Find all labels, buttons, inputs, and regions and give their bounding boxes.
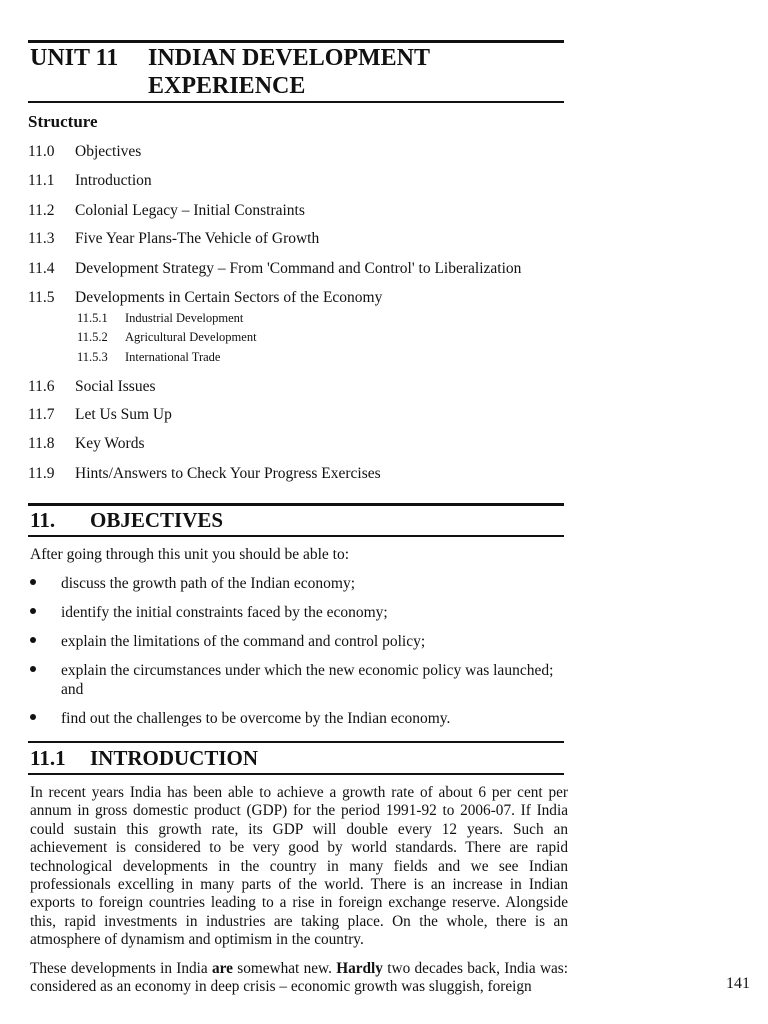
bullet-icon xyxy=(30,579,36,585)
paragraph-text: These developments in India xyxy=(30,960,213,977)
bullet-icon xyxy=(30,608,36,614)
list-item-text: explain the limitations of the command and control policy; xyxy=(61,633,426,650)
toc-subitem-number: 11.5.1 xyxy=(77,311,108,325)
list-item-text: find out the challenges to be overcome by the Indian economy. xyxy=(61,710,451,727)
paragraph-text: two decades back, India was: considered as an economy in deep crisis – economic growth was sluggish, foreign xyxy=(30,960,568,996)
toc-item-title: Let Us Sum Up xyxy=(75,406,172,423)
toc-item-number: 11.2 xyxy=(28,202,55,219)
introduction-paragraph-2 xyxy=(30,960,568,997)
toc-subitem-number: 11.5.2 xyxy=(77,330,108,344)
structure-label: Structure xyxy=(28,112,98,131)
toc-item-number: 11.8 xyxy=(28,435,55,452)
objectives-bottom-rule xyxy=(28,535,564,537)
page-number: 141 xyxy=(726,975,750,992)
introduction-top-rule xyxy=(28,741,564,743)
top-rule xyxy=(28,40,564,43)
toc-item-number: 11.7 xyxy=(28,406,55,423)
objectives-title: OBJECTIVES xyxy=(90,508,224,532)
toc-item-number: 11.9 xyxy=(28,465,55,482)
objectives-intro: After going through this unit you should be able to: xyxy=(30,546,350,563)
introduction-bottom-rule xyxy=(28,773,564,775)
toc-item-title: Development Strategy – From 'Command and Control' to Liberalization xyxy=(75,260,522,277)
introduction-section-number: 11.1 xyxy=(30,746,66,770)
toc-item-number: 11.3 xyxy=(28,230,55,247)
bullet-icon xyxy=(30,666,36,672)
objectives-section-number: 11. xyxy=(30,508,56,532)
toc-item-title: Developments in Certain Sectors of the Economy xyxy=(75,289,383,306)
bullet-icon xyxy=(30,637,36,643)
toc-item-number: 11.5 xyxy=(28,289,55,306)
toc-item-title: Introduction xyxy=(75,172,152,189)
toc-subitem-title: International Trade xyxy=(125,350,221,364)
list-item-text: identify the initial constraints faced by the economy; xyxy=(61,604,388,621)
toc-item-number: 11.0 xyxy=(28,143,55,160)
unit-title: INDIAN DEVELOPMENT EXPERIENCE xyxy=(148,45,430,99)
toc-item-title: Key Words xyxy=(75,435,145,452)
unit-heading-rule xyxy=(28,101,564,103)
toc-item-title: Colonial Legacy – Initial Constraints xyxy=(75,202,305,219)
toc-item-title: Hints/Answers to Check Your Progress Exercises xyxy=(75,465,381,482)
toc-item-number: 11.1 xyxy=(28,172,55,189)
toc-item-title: Social Issues xyxy=(75,378,156,395)
introduction-title: INTRODUCTION xyxy=(90,746,259,770)
bold-text: are xyxy=(212,960,233,977)
toc-item-title: Five Year Plans-The Vehicle of Growth xyxy=(75,230,320,247)
toc-subitem-title: Industrial Development xyxy=(125,311,244,325)
toc-subitem-title: Agricultural Development xyxy=(125,330,257,344)
bold-text: Hardly xyxy=(336,960,383,977)
list-item-text: explain the circumstances under which the new economic policy was launched; and xyxy=(61,662,554,698)
toc-subitem-number: 11.5.3 xyxy=(77,350,108,364)
toc-item-number: 11.4 xyxy=(28,260,55,277)
list-item-text: discuss the growth path of the Indian economy; xyxy=(61,575,356,592)
bullet-icon xyxy=(30,714,36,720)
unit-number: UNIT 11 xyxy=(30,45,119,71)
toc-item-title: Objectives xyxy=(75,143,142,160)
toc-item-number: 11.6 xyxy=(28,378,55,395)
paragraph-text: somewhat new. xyxy=(232,960,337,977)
objectives-top-rule xyxy=(28,503,564,506)
introduction-paragraph-1: In recent years India has been able to achieve a growth rate of about 6 per cent per annum in gross domestic product (GDP) for the period 1991-92 to 2006-07. If India could sustain this growth rate, its GDP will double every 12 years. Such an achievement is considered to be very good by world standards. There are rapid technological developments in the country in many fields and we see Indian professionals excelling in many parts of the world. There is an increase in Indian exports to foreign countries leading to a rise in foreign exchange reserve. Alongside this, rapid investments in industries are taking place. On the whole, there is an atmosphere of dynamism and optimism in the country. xyxy=(30,784,568,949)
